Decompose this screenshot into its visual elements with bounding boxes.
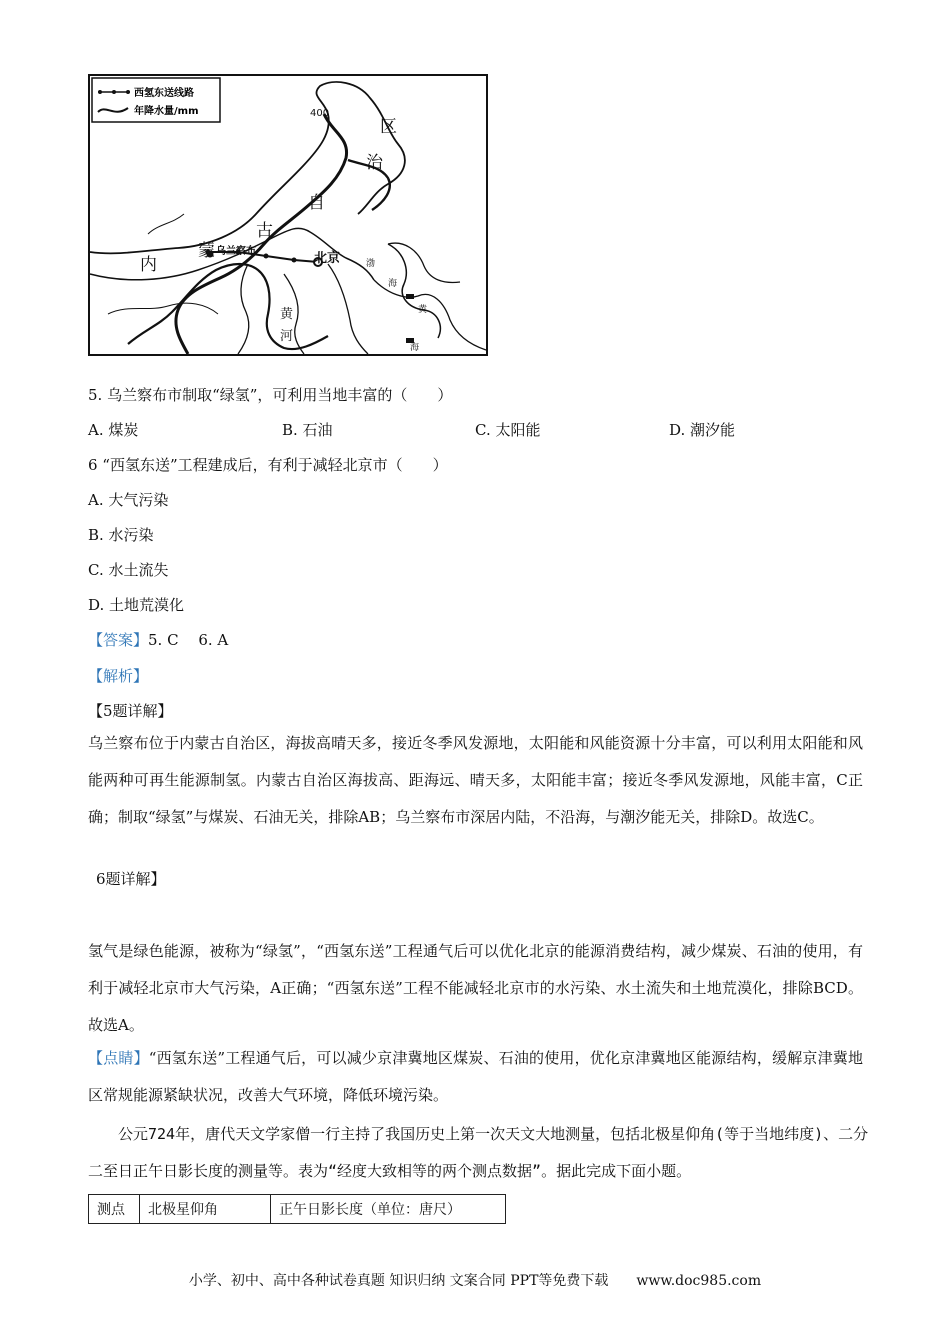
sea-char-2: 海	[388, 279, 398, 289]
q6-option-d: D. 土地荒漠化	[88, 596, 185, 614]
question-5-stem: 5. 乌兰察布市制取“绿氢”，可利用当地丰富的（ ）	[88, 386, 453, 404]
detail-5-text: 乌兰察布位于内蒙古自治区，海拔高晴天多，接近冬季风发源地，太阳能和风能资源十分丰富，可以利用太阳能和风能两种可再生能源制氢。内蒙古自治区海拔高、距海远、晴天多，太阳能丰富；接近冬季风发源地，风能丰富，C正确；制取“绿氢”与煤炭、石油无关，排除AB；乌兰察布市深居内陆，不沿海，与潮汐能无关，排除D。故选C。	[88, 734, 863, 826]
tip-text: “西氢东送”工程通气后，可以减少京津冀地区煤炭、石油的使用，优化京津冀地区能源结构，缓解京津冀地区常规能源紧缺状况，改善大气环境，降低环境污染。	[88, 1049, 863, 1104]
q5-option-c: C. 太阳能	[475, 421, 541, 439]
city-ulanqab-label: 乌兰察布	[216, 246, 256, 257]
data-table	[88, 1194, 506, 1224]
answer-text: 5. C 6. A	[148, 631, 229, 649]
q5-option-b: B. 石油	[282, 421, 333, 439]
table-header-row	[89, 1195, 506, 1224]
question-6-stem: 6 “西氢东送”工程建成后，有利于减轻北京市（ ）	[88, 456, 448, 474]
detail-6-title: 6题详解】	[96, 870, 166, 888]
detail-5-title: 【5题详解】	[88, 702, 173, 720]
sea-char-4: 海	[410, 343, 420, 353]
q5-option-d: D. 潮汐能	[669, 421, 736, 439]
q5-option-a: A. 煤炭	[88, 421, 139, 439]
region-char-2: 治	[366, 153, 383, 173]
q6-option-a: A. 大气污染	[88, 491, 169, 509]
intro-paragraph: 公元724年，唐代天文学家僧一行主持了我国历史上第一次天文大地测量，包括北极星仰角(等于当地纬度)、二分二至日正午日影长度的测量等。表为“经度大致相等的两个测点数据”。据此完成下面小题。	[88, 1125, 869, 1180]
legend-route-label: 西氢东送线路	[134, 88, 194, 99]
q6-option-c: C. 水土流失	[88, 561, 169, 579]
q6-option-b: B. 水污染	[88, 526, 154, 544]
map-figure	[88, 74, 488, 356]
region-char-3: 自	[308, 193, 325, 213]
river-char-1: 黄	[280, 307, 294, 322]
sea-char-1: 渤	[366, 259, 376, 269]
city-beijing-label: 北京	[314, 251, 341, 266]
region-char-5: 蒙	[198, 241, 215, 261]
legend-rain-label: 年降水量/mm	[134, 106, 199, 117]
tip-paragraph	[88, 1040, 863, 1114]
isoline-400-label: 400	[310, 108, 330, 119]
table-header-cell: 测点	[89, 1195, 140, 1224]
river-char-2: 河	[280, 329, 294, 344]
region-char-1: 区	[380, 117, 397, 137]
table-header-cell: 北极星仰角	[140, 1195, 271, 1224]
sea-char-3: 黄	[418, 305, 428, 315]
map-legend	[92, 78, 220, 122]
detail-6-text: 氢气是绿色能源，被称为“绿氢”，“西氢东送”工程通气后可以优化北京的能源消费结构，减少煤炭、石油的使用，有利于减轻北京市大气污染，A正确；“西氢东送”工程不能减轻北京市的水污染、水土流失和土地荒漠化，排除BCD。故选A。	[88, 942, 863, 1034]
table-header-cell: 正午日影长度（单位：唐尺）	[271, 1195, 506, 1224]
region-char-6: 内	[140, 255, 157, 275]
tip-label: 【点睛】	[88, 1049, 149, 1067]
page-footer: 小学、初中、高中各种试卷真题 知识归纳 文案合同 PPT等免费下载 www.doc985.com	[188, 1273, 762, 1289]
analysis-label: 【解析】	[88, 667, 149, 685]
answer-label: 【答案】	[88, 631, 149, 649]
region-char-4: 古	[256, 221, 273, 241]
answer-line	[88, 630, 228, 650]
